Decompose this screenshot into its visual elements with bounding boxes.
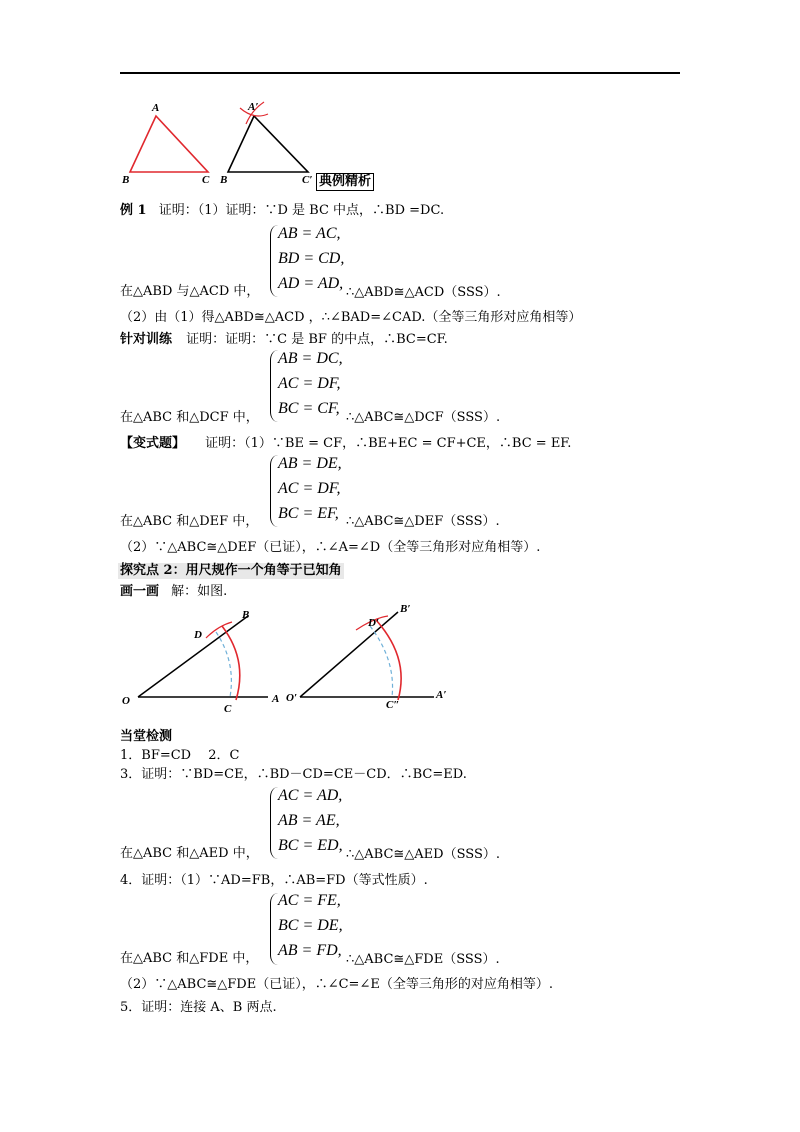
- label-b: B: [122, 174, 130, 186]
- label-d-prime: D′: [368, 617, 380, 629]
- check-q5: 5．证明：连接 A、B 两点.: [120, 1000, 277, 1015]
- check-heading: 当堂检测: [120, 729, 173, 744]
- ex1-line1: [120, 203, 444, 219]
- check-q4-line1: 4．证明：（1）∵AD=FB，∴AB=FD（等式性质）.: [120, 873, 428, 888]
- q3-eq-2: AB = AE,: [278, 812, 340, 829]
- train-conclusion: ∴△ABC≅△DCF（SSS）.: [346, 410, 501, 425]
- triangle-abc-red: [130, 116, 208, 172]
- variant-line1-text: 证明：（1）∵BE = CF，∴BE+EC = CF+CE，∴BC = EF.: [205, 436, 572, 451]
- label-c-double-prime: C″: [386, 699, 400, 711]
- label-b-left: B: [242, 609, 250, 621]
- ex1-title: 例 1: [120, 203, 147, 218]
- variant-pre: 在△ABC 和△DEF 中，: [120, 514, 259, 529]
- q4-pre: 在△ABC 和△FDE 中，: [120, 951, 259, 966]
- triangle-figure-1: [118, 98, 328, 188]
- check-q3-line1: 3．证明：∵BD=CE，∴BD－CD=CE－CD．∴BC=ED.: [120, 767, 467, 782]
- q3-eq-1: AC = AD,: [278, 787, 343, 804]
- q4-conclusion: ∴△ABC≅△FDE（SSS）.: [346, 952, 500, 967]
- triangle-abc-copy: [228, 116, 308, 172]
- ex1-eq-3: AD = AD,: [278, 275, 344, 292]
- variant-line2: （2）∵△ABC≅△DEF（已证），∴∠A=∠D（全等三角形对应角相等）.: [120, 540, 541, 555]
- ex1-pre: 在△ABD 与△ACD 中，: [120, 284, 260, 299]
- label-a-prime-2: A′: [436, 689, 447, 701]
- variant-line1: [120, 436, 571, 452]
- ex1-eq-1: AB = AC,: [278, 225, 341, 242]
- label-c-prime: C′: [302, 174, 313, 186]
- q3-conclusion: ∴△ABC≅△AED（SSS）.: [346, 847, 500, 862]
- variant-eq-2: AC = DF,: [278, 480, 341, 497]
- variant-title: 【变式题】: [120, 436, 186, 451]
- label-c-left: C: [224, 703, 232, 715]
- label-d-left: D: [194, 629, 202, 641]
- check-q12: 1．BF=CD 2．C: [120, 748, 240, 763]
- train-line1: [120, 332, 448, 348]
- draw-line: [120, 584, 227, 600]
- ex1-eq-2: BD = CD,: [278, 250, 345, 267]
- label-b-prime: B′: [400, 603, 411, 615]
- q4-eq-1: AC = FE,: [278, 892, 341, 909]
- variant-eq-1: AB = DE,: [278, 455, 342, 472]
- label-o: O: [122, 695, 130, 707]
- train-eq-3: BC = CF,: [278, 400, 340, 417]
- arc-dashed-left: [216, 632, 231, 697]
- ray-ob: [138, 616, 248, 697]
- q3-pre: 在△ABC 和△AED 中，: [120, 846, 259, 861]
- arc-solid-left: [222, 626, 240, 700]
- explore-heading: 探究点 2：用尺规作一个角等于已知角: [120, 563, 342, 578]
- label-a-prime: A′: [248, 101, 259, 113]
- label-b-copy: B: [220, 174, 228, 186]
- draw-title: 画一画: [120, 584, 160, 599]
- label-c: C: [202, 174, 210, 186]
- train-eq-2: AC = DF,: [278, 375, 341, 392]
- train-pre: 在△ABC 和△DCF 中，: [120, 410, 259, 425]
- train-line1-text: 证明：证明：∵C 是 BF 的中点，∴BC=CF.: [186, 332, 448, 347]
- label-a-left: A: [272, 693, 280, 705]
- check-q4-line2: （2）∵△ABC≅△FDE（已证），∴∠C=∠E（全等三角形的对应角相等）.: [120, 977, 553, 992]
- variant-conclusion: ∴△ABC≅△DEF（SSS）.: [346, 514, 500, 529]
- ray-ob-prime: [300, 612, 398, 697]
- section-label-examples: 典例精析: [316, 173, 374, 191]
- ex1-line2: （2）由（1）得△ABD≅△ACD ，∴∠BAD=∠CAD.（全等三角形对应角相等）: [120, 310, 582, 325]
- train-title: 针对训练: [120, 332, 173, 347]
- label-a: A: [152, 102, 160, 114]
- label-o-prime: O′: [286, 692, 298, 704]
- angle-construction-figure: [118, 600, 468, 718]
- draw-text: 解：如图.: [171, 584, 228, 599]
- variant-eq-3: BC = EF,: [278, 505, 339, 522]
- q3-eq-3: BC = ED,: [278, 837, 343, 854]
- ex1-line1-text: 证明：（1）证明：∵D 是 BC 中点，∴BD =DC.: [158, 203, 445, 218]
- train-eq-1: AB = DC,: [278, 350, 343, 367]
- header-rule: [120, 72, 680, 74]
- q4-eq-2: BC = DE,: [278, 917, 343, 934]
- q4-eq-3: AB = FD,: [278, 942, 342, 959]
- ex1-conclusion: ∴△ABD≅△ACD（SSS）.: [346, 285, 501, 300]
